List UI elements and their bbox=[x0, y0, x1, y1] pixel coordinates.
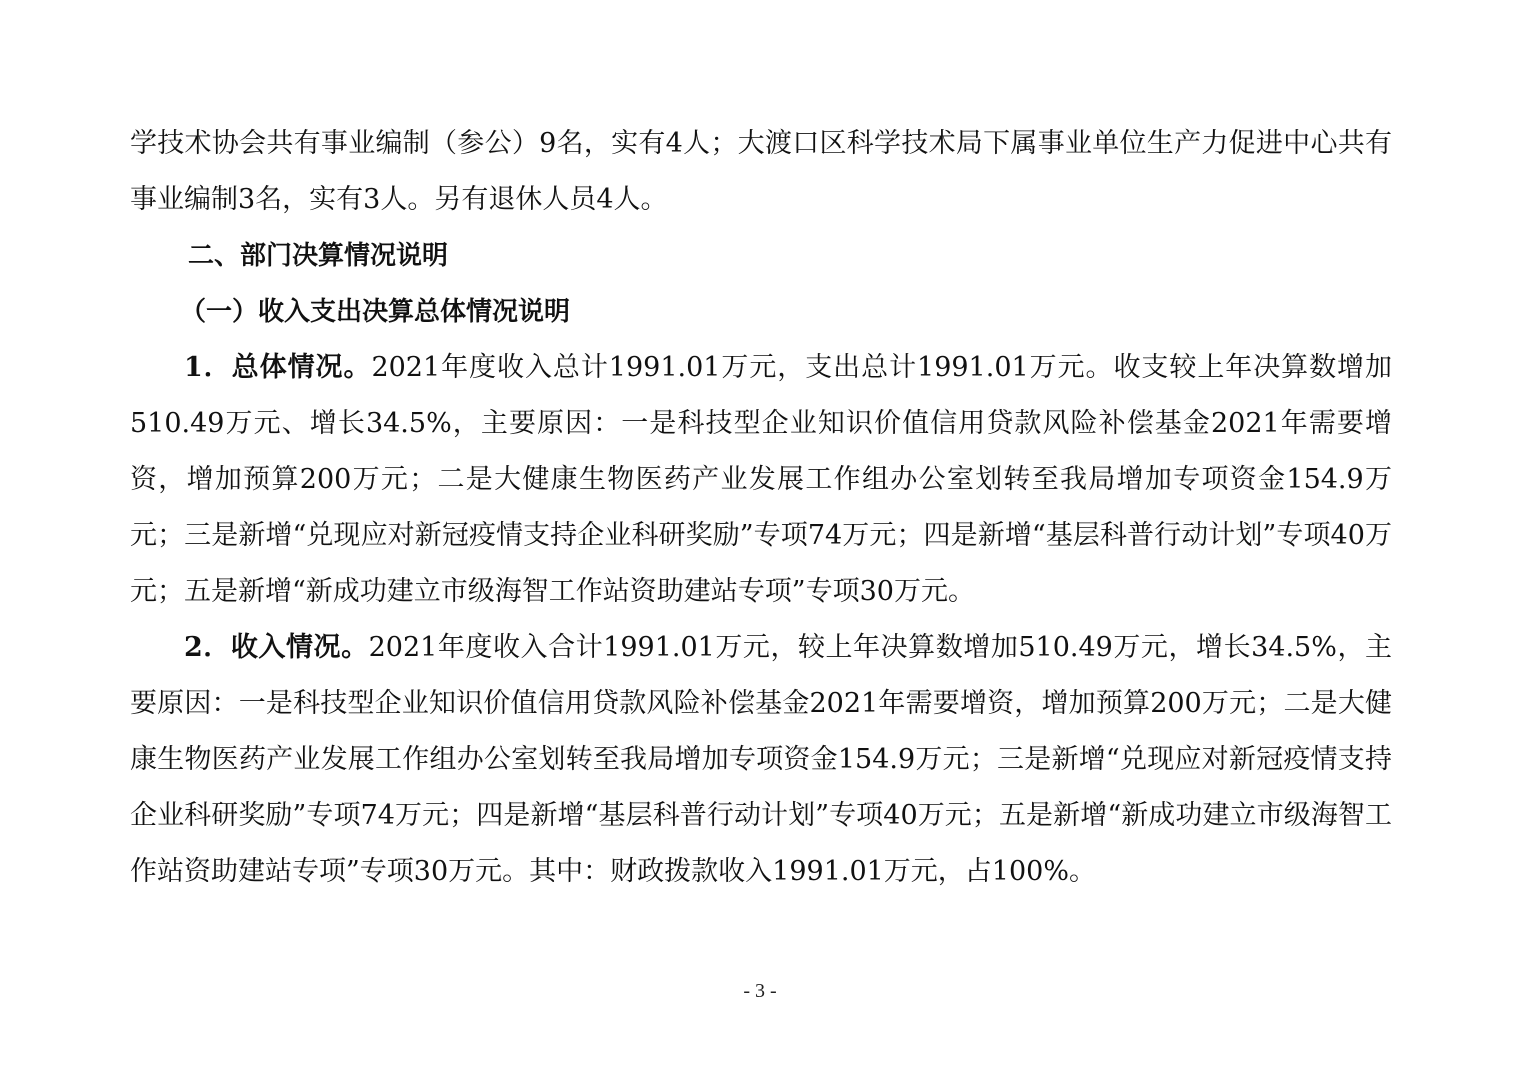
item-body-overall: 2021年度收入总计1991.01万元，支出总计1991.01万元。收支较上年决算数增加510.49万元、增长34.5%，主要原因：一是科技型企业知识价值信用贷款风险补偿基金2021年需要增资，增加预算200万元；二是大健康生物医药产业发展工作组办公室划转至我局增加专项资金154.9万元；三是新增“兑现应对新冠疫情支持企业科研奖励”专项74万元；四是新增“基层科普行动计划”专项40万元；五是新增“新成功建立市级海智工作站资助建站专项”专项30万元。 bbox=[130, 352, 1393, 607]
item-lead-income: 2．收入情况。 bbox=[184, 632, 369, 663]
subsection-heading: （一）收入支出决算总体情况说明 bbox=[180, 297, 571, 327]
item-lead-overall: 1．总体情况。 bbox=[184, 352, 372, 383]
paragraph-staffing-continued: 学技术协会共有事业编制（参公）9名，实有4人；大渡口区科学技术局下属事业单位生产力促进中心共有事业编制3名，实有3人。另有退休人员4人。 bbox=[130, 128, 1392, 215]
page-number: - 3 - bbox=[743, 980, 777, 1002]
paragraph-income-situation bbox=[130, 620, 1392, 900]
document-body bbox=[130, 116, 1392, 900]
paragraph-overall-situation bbox=[130, 340, 1392, 620]
item-body-income: 2021年度收入合计1991.01万元，较上年决算数增加510.49万元，增长34.5%，主要原因：一是科技型企业知识价值信用贷款风险补偿基金2021年需要增资，增加预算200万元；二是大健康生物医药产业发展工作组办公室划转至我局增加专项资金154.9万元；三是新增“兑现应对新冠疫情支持企业科研奖励”专项74万元；四是新增“基层科普行动计划”专项40万元；五是新增“新成功建立市级海智工作站资助建站专项”专项30万元。其中：财政拨款收入1991.01万元，占100%。 bbox=[130, 632, 1392, 887]
section-heading: 二、部门决算情况说明 bbox=[188, 241, 449, 271]
